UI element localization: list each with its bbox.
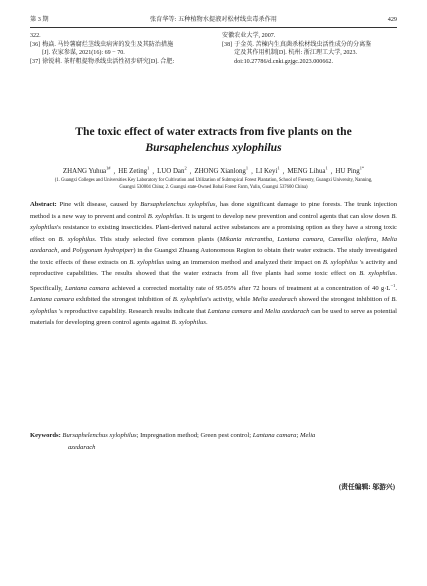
abstract-label: Abstract:	[30, 201, 57, 208]
running-title: 张育华等: 五种植物水提液对松材线虫毒杀作用	[149, 16, 277, 23]
text-run: using an immersion method and analyzed their impact on	[164, 258, 323, 266]
author-affiliation-mark: 2	[184, 166, 187, 171]
italic-text: B. xylophilus	[172, 296, 208, 304]
abstract-body	[30, 201, 397, 326]
keywords-continuation: azedarach	[68, 443, 96, 451]
author-affiliation-mark: 1*	[359, 166, 365, 171]
reference-line: 322.	[30, 33, 41, 39]
title-line-2: Bursaphelenchus xylophilus	[145, 141, 282, 154]
reference-text	[234, 41, 398, 67]
affiliations: (1. Guangxi Colleges and Universities Key Laboratory for Cultivation and Utilization of Subtropical Forest Plantation, School of Forestry, Guangxi University, Nanning, Guangxi 530004 China; 2. Guangxi state-Owned Bobai Forest Farm, Yulin, Guangxi 537600 China)	[54, 178, 373, 190]
italic-text: Bursaphelenchus xylophilus	[140, 201, 216, 208]
author-name: ZHANG Yuhua$^{1\#}$	[62, 166, 111, 176]
reference-number: [38]	[222, 41, 233, 48]
italic-text: Melia azedarach	[252, 296, 298, 304]
text-run: 's activity and reproductive capabilities. The results showed that the water extracts from all five plants had some toxic effect on	[30, 258, 397, 277]
keywords	[30, 430, 397, 453]
text-run: . It is urgent to develop new prevention and control agents that can slow down	[182, 212, 392, 220]
header-rule	[30, 27, 397, 28]
italic-text: Mikania micrantha, Lantana camara, Camellia oleifera, Melia azedarach	[30, 235, 397, 254]
reference-line: 安徽农业大学, 2007.	[222, 33, 276, 39]
text-run: −1	[390, 282, 396, 288]
text-run: , has done significant damage to pine forests. The trunk injection method is a new way to prevent and control	[30, 201, 398, 220]
reference-line: 于金英. 苦楝内生真菌杀松材线虫活性成分的分离鉴	[234, 41, 372, 48]
text-run: showed the strongest inhibition of	[297, 296, 392, 304]
italic-text: B. xylophilus	[30, 296, 398, 315]
text-run: and	[251, 307, 265, 315]
italic-text: B. xylophilus	[171, 319, 206, 327]
italic-text: Melia	[299, 432, 316, 439]
author-name: MENG Lihua$^1$	[287, 166, 328, 176]
italic-text: Lantana camara	[30, 296, 74, 304]
running-header	[30, 14, 397, 26]
author-name: LI Keyi$^1$	[255, 166, 280, 176]
italic-text: B. xylophilus	[359, 270, 396, 277]
italic-text: Lantana camara	[65, 284, 110, 292]
text-run: .	[395, 284, 397, 292]
italic-text: Bursaphelenchus xylophilus	[60, 432, 137, 439]
reference-item	[222, 41, 398, 67]
author-affiliation-mark: 1	[277, 166, 280, 171]
reference-line: doi:10.27786/d.cnki.gzjgc.2023.000662.	[234, 58, 334, 65]
author-name: HE Zeting$^1$	[118, 166, 150, 176]
text-run: .	[205, 319, 208, 327]
issue-number: 第 3 期	[30, 16, 49, 23]
reference-text	[42, 41, 210, 58]
page-number: 429	[387, 16, 397, 23]
abstract	[30, 199, 397, 329]
text-run: can be used to serve as potential materials for developing green control agents against	[30, 307, 397, 327]
text-run: exhibited the strongest inhibition of	[74, 296, 173, 304]
reference-item	[30, 41, 210, 58]
reference-number: [37]	[30, 58, 41, 65]
author-affiliation-mark: 1	[245, 166, 249, 171]
text-run: , and	[57, 247, 73, 254]
article-title	[30, 124, 397, 156]
reference-item	[222, 32, 398, 41]
italic-text: B. xylophilus	[58, 235, 95, 243]
italic-text: Lantana camara	[207, 307, 252, 315]
keywords-body	[61, 432, 316, 439]
text-run: 's resistance to existing insecticides. Plant-derived natural active substances are a promising option as they have a strong toxic effect on	[30, 224, 397, 243]
author-list: ZHANG Yuhua$^{1\#}$ , HE Zeting$^1$ , LUO Dan$^2$ , ZHONG Xianlong$^1$ , LI Keyi$^1$ , MENG Lihua$^1$ , HU Ping$^{1*}$	[62, 166, 365, 176]
text-run: 's activity, while	[207, 296, 253, 304]
text-run: Pine wilt disease, caused by	[56, 201, 141, 208]
author-affiliation-mark: 1	[325, 166, 328, 171]
italic-text: B. xylophilus	[147, 212, 183, 220]
text-run: ) in the Guangxi Zhuang Autonomous Region to obtain their water extracts. The study investigated the toxic effects of these extracts on	[30, 247, 397, 266]
italic-text: B. xylophilus	[30, 212, 397, 231]
author-affiliation-mark: 1	[147, 166, 150, 171]
reference-text	[42, 58, 210, 67]
reference-number: [36]	[30, 41, 41, 48]
reference-text	[222, 32, 398, 41]
text-run: 's reproductive capability. Research results indicate that	[57, 307, 208, 315]
italic-text: B. xylophilus	[322, 258, 358, 266]
italic-text: Lantana camara	[252, 432, 297, 439]
references-right-column	[222, 32, 398, 66]
reference-item	[30, 58, 210, 67]
author-name: HU Ping$^{1*}$	[335, 166, 365, 176]
reference-line: [J]. 农家参谋, 2021(16): 69 − 70.	[42, 50, 125, 57]
reference-item	[30, 32, 210, 41]
reference-line: 定及其作用机制[D]. 杭州: 浙江理工大学, 2023.	[234, 50, 358, 57]
reference-line: 徐锐莉. 茶籽粗提物杀线虫活性初步研究[D]. 合肥:	[42, 58, 175, 65]
text-run: ;	[296, 432, 300, 439]
author-affiliation-mark: 1#	[106, 166, 111, 171]
keywords-label: Keywords:	[30, 432, 61, 439]
italic-text: Melia azedarach	[264, 307, 310, 315]
text-run: achieved a corrected mortality rate of 95.05% after 72 hours of treatment at a concentration of 40 g·L	[109, 284, 391, 292]
text-run: . Specifically,	[30, 270, 397, 292]
title-line-1: The toxic effect of water extracts from five plants on the	[75, 125, 352, 138]
author-name: LUO Dan$^2$	[157, 166, 187, 176]
italic-text: B. xylophilus	[129, 258, 165, 266]
editor-note: (责任编辑: 邬游兴)	[338, 484, 395, 491]
references-left-column	[30, 32, 210, 66]
text-run: ; Impregnation method; Green pest control;	[136, 432, 253, 439]
italic-text: Polygonum hydropiper	[72, 247, 134, 254]
reference-text	[30, 32, 210, 41]
author-name: ZHONG Xianlong$^1$	[194, 166, 249, 176]
text-run: . This study selected five common plants (	[94, 235, 220, 243]
reference-line: 梅焱. 马铃薯腐烂茎线虫病害的发生及其防治措施	[42, 41, 174, 48]
